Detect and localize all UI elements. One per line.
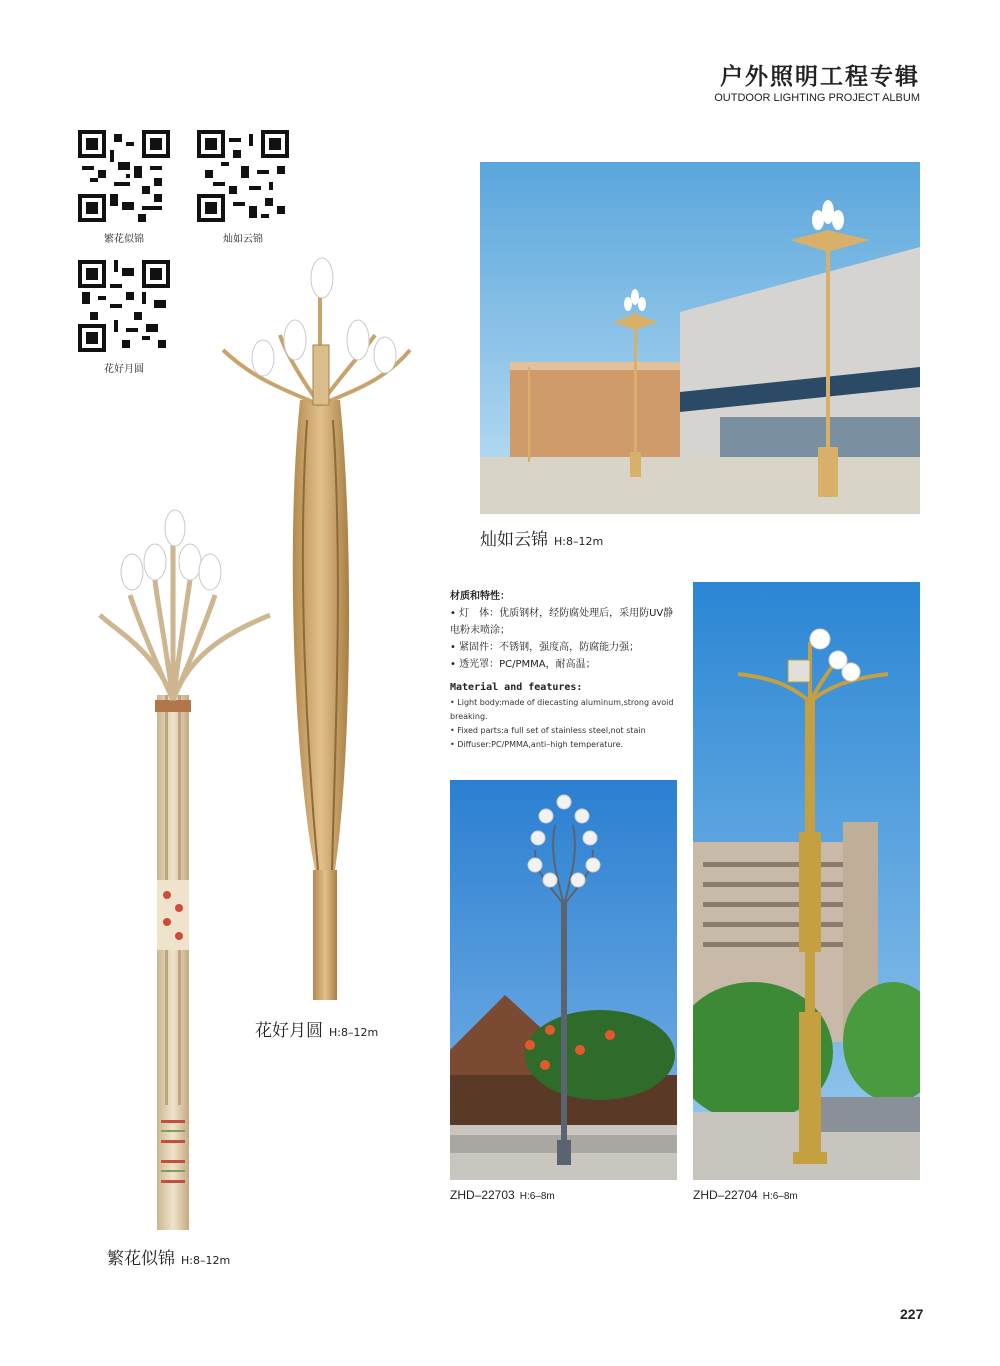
- product-height: H:6–8m: [762, 1191, 798, 1202]
- product-name: ZHD–22704: [693, 1188, 758, 1202]
- caption-zhd22704: [693, 1188, 798, 1202]
- caption-canruyunjin: [480, 525, 603, 550]
- caption-fanhuasijin: [107, 1244, 230, 1269]
- qr-label-3: 花好月圆: [104, 364, 144, 375]
- album-title-cn: 户外照明工程专辑: [720, 63, 920, 90]
- product-photo-zhd22703: [450, 780, 677, 1180]
- qr-label-1: 繁花似锦: [104, 234, 144, 245]
- product-name: ZHD–22703: [450, 1188, 515, 1202]
- product-height: H:8–12m: [181, 1254, 231, 1267]
- features-block: [450, 588, 680, 752]
- qr-code-2: [197, 130, 289, 222]
- product-name: 繁花似锦: [107, 1249, 175, 1269]
- feature-en-item: • Light body:made of diecasting aluminum,strong avoid breaking.: [450, 698, 674, 721]
- product-height: H:8–12m: [329, 1026, 379, 1039]
- qr-label-2: 灿如云锦: [223, 234, 263, 245]
- feature-en-item: • Fixed parts:a full set of stainless steel,not stain: [450, 726, 646, 735]
- product-height: H:6–8m: [519, 1191, 555, 1202]
- product-height: H:8–12m: [554, 535, 604, 548]
- product-photo-zhd22704: [693, 582, 920, 1180]
- product-image-huahaoyueyuan: [215, 250, 415, 1005]
- feature-cn-item: • 透光罩：PC/PMMA，耐高温；: [450, 659, 596, 670]
- qr-code-3: [78, 260, 170, 352]
- product-photo-canruyunjin: [480, 162, 920, 514]
- features-title-cn: 材质和特性：: [450, 591, 510, 602]
- product-name: 花好月圆: [255, 1021, 323, 1041]
- album-title-en: OUTDOOR LIGHTING PROJECT ALBUM: [714, 92, 920, 104]
- feature-cn-item: • 灯 体：优质钢材，经防腐处理后，采用防UV静电粉末喷涂；: [450, 608, 674, 636]
- caption-huahaoyueyuan: [255, 1016, 378, 1041]
- caption-zhd22703: [450, 1188, 555, 1202]
- page-number: 227: [900, 1306, 924, 1322]
- product-name: 灿如云锦: [480, 530, 548, 550]
- qr-code-1: [78, 130, 170, 222]
- features-title-en: Material and features:: [450, 682, 583, 693]
- feature-cn-item: • 紧固件：不锈钢，强度高，防腐能力强；: [450, 642, 640, 653]
- feature-en-item: • Diffuser:PC/PMMA,anti–high temperature.: [450, 740, 624, 749]
